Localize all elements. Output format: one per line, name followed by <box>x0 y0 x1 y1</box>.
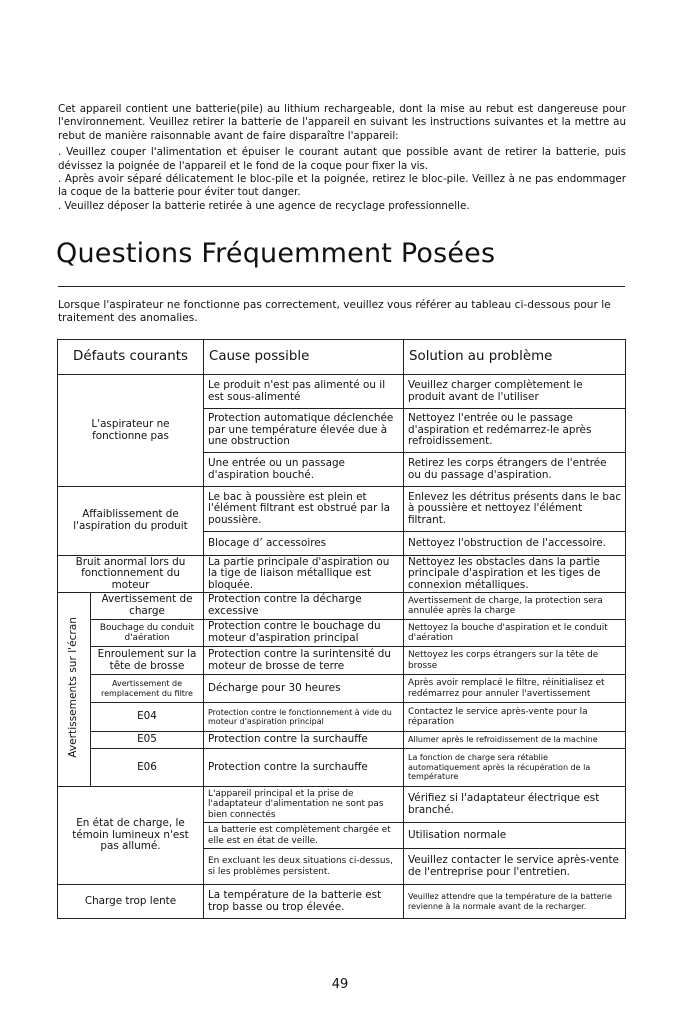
fault-cell: Affaiblissement de l'aspiration du produit <box>58 487 204 556</box>
cause-cell: Protection contre la surchauffe <box>204 732 404 749</box>
solution-cell: Veuillez attendre que la température de la batterie revienne à la normale avant de la recharger. <box>404 885 626 919</box>
intro-paragraph: Cet appareil contient une batterie(pile) au lithium rechargeable, dont la mise au rebut est dangereuse pour l'environnement. Veuillez retirer la batterie de l'appareil en suivant les instructions suivantes et la mettre au rebut de manière raisonnable avant de faire disparaître l'appareil: <box>58 103 626 142</box>
cause-cell: Une entrée ou un passage d'aspiration bouché. <box>204 453 404 487</box>
cause-cell: La batterie est complètement chargée et elle est en état de veille. <box>204 823 404 849</box>
table-row <box>58 885 626 919</box>
table-row <box>58 787 626 823</box>
cause-cell: Protection contre la surintensité du moteur de brosse de terre <box>204 647 404 675</box>
table-header-row <box>58 340 626 375</box>
table-row <box>58 675 626 703</box>
header-fault: Défauts courants <box>58 340 204 375</box>
warning-code-cell: Avertissement de remplacement du filtre <box>91 675 204 703</box>
fault-cell: En état de charge, le témoin lumineux n'est pas allumé. <box>58 787 204 885</box>
page-title: Questions Fréquemment Posées <box>56 238 496 269</box>
warning-code-cell: Enroulement sur la tête de brosse <box>91 647 204 675</box>
table-row <box>58 647 626 675</box>
fault-cell: Charge trop lente <box>58 885 204 919</box>
solution-cell: La fonction de charge sera rétablie automatiquement après la récupération de la température <box>404 749 626 787</box>
table-row <box>58 703 626 732</box>
table-row <box>58 593 626 620</box>
warning-code-cell: Bouchage du conduit d'aération <box>91 620 204 647</box>
table-row <box>58 620 626 647</box>
cause-cell: Protection contre la surchauffe <box>204 749 404 787</box>
fault-cell: Bruit anormal lors du fonctionnement du moteur <box>58 556 204 593</box>
solution-cell: Nettoyez la bouche d'aspiration et le conduit d'aération <box>404 620 626 647</box>
table-row <box>58 556 626 593</box>
troubleshooting-table <box>57 339 626 919</box>
cause-cell: L'appareil principal et la prise de l'adaptateur d'alimentation ne sont pas bien connectés <box>204 787 404 823</box>
table-row <box>58 749 626 787</box>
warnings-label: Avertissements sur l'écran <box>67 617 80 759</box>
solution-cell: Contactez le service après-vente pour la réparation <box>404 703 626 732</box>
table-lead-text: Lorsque l'aspirateur ne fonctionne pas correctement, veuillez vous référer au tableau ci-dessous pour le traitement des anomalies. <box>58 299 611 325</box>
cause-cell: Le produit n'est pas alimenté ou il est sous-alimenté <box>204 375 404 409</box>
table-row <box>58 487 626 532</box>
solution-cell: Vérifiez si l'adaptateur électrique est branché. <box>404 787 626 823</box>
solution-cell: Avertissement de charge, la protection sera annulée après la charge <box>404 593 626 620</box>
table-row <box>58 375 626 409</box>
cause-cell: Protection contre le bouchage du moteur d'aspiration principal <box>204 620 404 647</box>
solution-cell: Après avoir remplacé le filtre, réinitialisez et redémarrez pour annuler l'avertissement <box>404 675 626 703</box>
warning-code-cell: E06 <box>91 749 204 787</box>
solution-cell: Veuillez contacter le service après-vente de l'entreprise pour l'entretien. <box>404 849 626 885</box>
title-divider <box>58 286 625 287</box>
solution-cell: Nettoyez l'obstruction de l'accessoire. <box>404 532 626 556</box>
solution-cell: Utilisation normale <box>404 823 626 849</box>
cause-cell: Protection automatique déclenchée par une température élevée due à une obstruction <box>204 409 404 453</box>
fault-cell: L'aspirateur ne fonctionne pas <box>58 375 204 487</box>
solution-cell: Retirez les corps étrangers de l'entrée ou du passage d'aspiration. <box>404 453 626 487</box>
warning-code-cell: Avertissement de charge <box>91 593 204 620</box>
solution-cell: Nettoyez l'entrée ou le passage d'aspiration et redémarrez-le après refroidissement. <box>404 409 626 453</box>
warnings-label-cell <box>58 593 91 787</box>
table-row <box>58 732 626 749</box>
solution-cell: Veuillez charger complètement le produit avant de l'utiliser <box>404 375 626 409</box>
header-solution: Solution au problème <box>404 340 626 375</box>
cause-cell: La partie principale d'aspiration ou la tige de liaison métallique est bloquée. <box>204 556 404 593</box>
intro-bullet: . Veuillez déposer la batterie retirée à une agence de recyclage professionnelle. <box>58 199 470 212</box>
intro-bullet: . Veuillez couper l'alimentation et épuiser le courant autant que possible avant de retirer la batterie, puis dévissez la poignée de l'appareil et le fond de la coque pour fixer la vis. <box>58 146 626 172</box>
solution-cell: Nettoyez les corps étrangers sur la tête de brosse <box>404 647 626 675</box>
header-cause: Cause possible <box>204 340 404 375</box>
solution-cell: Nettoyez les obstacles dans la partie principale d'aspiration et les tiges de connexion métalliques. <box>404 556 626 593</box>
battery-disposal-notice <box>58 103 626 213</box>
cause-cell: La température de la batterie est trop basse ou trop élevée. <box>204 885 404 919</box>
cause-cell: Blocage d’ accessoires <box>204 532 404 556</box>
cause-cell: Protection contre la décharge excessive <box>204 593 404 620</box>
cause-cell: Décharge pour 30 heures <box>204 675 404 703</box>
cause-cell: En excluant les deux situations ci-dessus, si les problèmes persistent. <box>204 849 404 885</box>
warning-code-cell: E05 <box>91 732 204 749</box>
page-number: 49 <box>331 977 349 992</box>
cause-cell: Protection contre le fonctionnement à vide du moteur d'aspiration principal <box>204 703 404 732</box>
intro-bullet: . Après avoir séparé délicatement le bloc-pile et la poignée, retirez le bloc-pile. Veillez à ne pas endommager la coque de la batterie pour éviter tout danger. <box>58 173 626 199</box>
cause-cell: Le bac à poussière est plein et l'élément filtrant est obstrué par la poussière. <box>204 487 404 532</box>
warning-code-cell: E04 <box>91 703 204 732</box>
solution-cell: Allumer après le refroidissement de la machine <box>404 732 626 749</box>
solution-cell: Enlevez les détritus présents dans le bac à poussière et nettoyez l'élément filtrant. <box>404 487 626 532</box>
